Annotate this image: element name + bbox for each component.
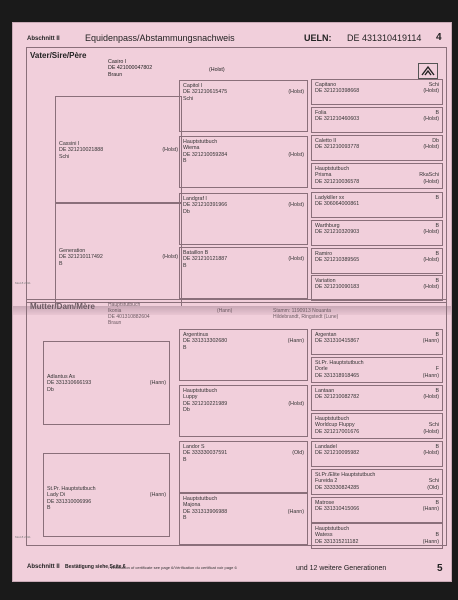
studbook-tag: (Holst) [423,450,439,457]
sire-section-title: Vater/Sire/Père [30,51,87,60]
studbook-tag: (Holst) [423,178,439,185]
horse-detail: DE 321210221989 [183,400,228,407]
horse-detail: DE 333330037591 [183,450,228,457]
horse-detail: DE 321210095982 [315,450,360,457]
horse-name: Capitano [315,82,337,88]
horse-name: Ramiro [315,251,333,257]
pedigree-entry [311,497,443,523]
studbook-tag: (Holst) [288,400,304,407]
horse-name: Adlantus As [47,374,75,380]
horse-detail: DE 331310006996 [47,498,92,505]
footer-verification: / Verification of certificate see page 6/Vérification du certificat voir page 6 [108,565,237,570]
horse-name: Hauptstutbuch [315,526,350,532]
studbook-tag: (Holst) [423,116,439,123]
color-tag: B [435,532,439,539]
studbook-tag: (Holst) [288,256,304,263]
horse-detail: DE 331310666193 [47,380,92,387]
studbook-tag: (Holst) [288,202,304,209]
pedigree-entry [311,329,443,355]
horse-detail: Majona [183,502,201,509]
horse-detail: B [59,260,63,267]
studbook-tag: (Holst) [423,229,439,236]
horse-name: Warthburg [315,223,340,229]
color-tag: RkaSchi [419,172,439,179]
horse-detail: Schi [59,153,70,160]
pedigree-entry [179,193,308,245]
horse-detail: B [183,158,187,165]
pedigree-entry [311,385,443,411]
pedigree-entry [311,107,443,133]
horse-name: Generation [59,248,86,254]
color-tag: B [435,195,439,201]
color-tag: B [435,500,439,506]
pedigree-entry [179,385,308,437]
pedigree-entry [311,79,443,105]
studbook-tag: (Holst) [423,88,439,95]
horse-name: St.Pr. Hauptstutbuch [47,486,96,492]
color-tag: B [435,278,439,284]
horse-name: Landadel [315,444,337,450]
color-tag: F [435,366,439,373]
horse-detail: DE 331318918465 [315,372,360,379]
horse-name: Landgraf I [183,196,207,202]
studbook-tag: (Hann) [422,338,439,345]
horse-detail: Db [47,386,54,393]
horse-detail: DE 321210121887 [183,256,228,263]
studbook-tag: (Holst) [423,428,439,435]
horse-name: Hauptstutbuch [183,139,218,145]
horse-detail: Wiema [183,145,200,152]
pedigree-entry [311,413,443,439]
horse-name: Variation [315,278,336,284]
horse-detail: DE 306064000861 [315,201,360,208]
pedigree-entry [311,357,443,383]
horse-detail: Worldcup Fluppy [315,422,355,429]
horse-detail: Prisma [315,172,332,179]
horse-name: Capitol I [183,83,203,89]
pedigree-entry [311,469,443,495]
horse-detail: Fureida 2 [315,478,338,485]
pedigree-entry [179,247,308,299]
horse-detail: DE 321210460603 [315,116,360,123]
horse-detail: DE 321210036578 [315,178,360,185]
pedigree-entry [179,329,308,381]
header-title: Equidenpass/Abstammungsnachweis [85,33,235,43]
horse-detail: DE 331310415867 [315,338,360,345]
studbook-tag: (Holst) [423,144,439,151]
footer-section: Abschnitt II [27,564,60,570]
color-tag: B [435,444,439,450]
horse-name: Hauptstutbuch [183,496,218,502]
holsteiner-brand-icon [418,63,438,79]
pedigree-page [12,22,452,582]
dam-top-owner: Stamm: 1190913 Nouanta Hildebrandt, Ringstedt (Lune) [273,308,339,320]
pedigree-entry [179,136,308,188]
color-tag: B [435,110,439,116]
header-page-number: 4 [436,32,442,43]
studbook-tag: (Hann) [287,508,304,515]
studbook-tag: (Holst) [288,151,304,158]
pedigree-entry [179,80,308,132]
pedigree-entry [179,441,308,493]
horse-name: Hauptstutbuch [315,166,350,172]
horse-detail: DE 333330824285 [315,484,360,491]
studbook-tag: (Old) [292,450,304,457]
horse-detail: Watess [315,532,333,539]
horse-detail: Db [183,407,190,414]
horse-detail: DE 321210093778 [315,144,360,151]
horse-detail: B [183,456,187,463]
horse-detail: B [183,515,187,522]
horse-detail: DE 321210059284 [183,151,228,158]
sire-top-entry: Casiro I DE 421000047802 Braun [108,59,153,78]
studbook-tag: (Old) [427,484,439,491]
pedigree-entry [179,493,308,545]
horse-detail: B [47,505,51,512]
dam-section-title: Mutter/Dam/Mère [30,302,95,311]
studbook-tag: (Hann) [422,538,439,545]
horse-name: Argentinus [183,332,209,338]
horse-detail: DE 321210391966 [183,202,228,209]
horse-name: Hauptstutbuch [183,388,218,394]
horse-detail: DE 321210021888 [59,147,104,154]
horse-detail: Lady Di [47,492,65,499]
horse-detail: Dorle [315,366,328,373]
pedigree-entry [311,248,443,274]
pedigree-entry [43,341,170,425]
color-tag: Db [432,138,439,144]
pedigree-entry [311,163,443,189]
horse-detail: DE 331310415066 [315,506,360,513]
studbook-tag: (Hann) [422,372,439,379]
pedigree-entry [311,220,443,246]
side-code: Mod.8 2011 [15,281,31,285]
color-tag: B [435,251,439,257]
header-ueln-label: UELN: [304,33,332,43]
color-tag: Schi [428,82,439,88]
color-tag: B [435,388,439,394]
horse-detail: Luppy [183,394,198,401]
footer-more-generations: und 12 weitere Generationen [296,565,387,572]
studbook-tag: (Holst) [423,394,439,401]
horse-detail: DE 321210389565 [315,257,360,264]
studbook-tag: (Holst) [423,284,439,291]
horse-detail: DE 331313302680 [183,338,228,345]
studbook-tag: (Holst) [423,257,439,264]
studbook-tag: (Holst) [162,254,178,260]
horse-detail: B [183,262,187,269]
horse-detail: DE 321210117492 [59,254,103,261]
pedigree-entry [311,135,443,161]
pedigree-entry [311,192,443,218]
horse-name: St.Pr. Hauptstutbuch [315,360,364,366]
horse-detail: DE 331315211182 [315,538,359,545]
color-tag: Schi [428,478,439,485]
color-tag: Schi [428,422,439,429]
studbook-tag: (Holst) [162,147,178,153]
pedigree-entry [43,453,170,537]
footer-page-number: 5 [437,563,443,574]
studbook-tag: (Hann) [422,506,439,513]
studbook-tag: (Hann) [149,492,166,498]
horse-name: Lantaan [315,388,335,394]
horse-detail: DE 321210398668 [315,88,360,95]
horse-detail: DE 321217001676 [315,428,360,435]
pedigree-entry [311,523,443,549]
dam-top-entry: Hauptstutbuch Ikonia DE 401310882604 Braun [108,302,150,326]
studbook-tag: (Holst) [288,89,304,96]
horse-name: Argentan [315,332,337,338]
horse-name: Matrose [315,500,335,506]
horse-detail: Db [183,208,190,215]
horse-name: Folia [315,110,327,116]
pedigree-entry [311,275,443,301]
studbook-tag: (Hann) [149,380,166,386]
side-code: Mod.8 2011 [15,535,31,539]
pedigree-entry [55,96,182,203]
horse-detail: DE 321210615475 [183,89,228,96]
horse-name: Ladykiller xx [315,195,345,201]
horse-detail: Schi [183,95,194,102]
horse-name: Hauptstutbuch [315,416,350,422]
horse-name: Bataillon B [183,250,209,256]
horse-detail: B [183,344,187,351]
horse-detail: DE 321210082782 [315,394,360,401]
horse-name: Cassini I [59,141,80,147]
sire-top-studbook: (Holst) [209,67,225,73]
horse-name: Caletto II [315,138,337,144]
color-tag: B [435,223,439,229]
header-ueln: DE 431310419114 [347,33,422,43]
color-tag: B [435,332,439,338]
horse-name: Landor S [183,444,205,450]
horse-detail: DE 321210090183 [315,284,360,291]
horse-detail: DE 321210320903 [315,229,360,236]
studbook-tag: (Hann) [287,338,304,345]
dam-top-studbook: (Hann) [217,308,233,314]
header-section: Abschnitt II [27,36,60,42]
horse-name: St.Pr./Elite Hauptstutbuch [315,472,376,478]
horse-detail: DE 331313906988 [183,508,228,515]
footer-confirm: Bestätigung siehe Seite 6 [65,564,126,570]
pedigree-entry [311,441,443,467]
pedigree-entry [55,203,182,310]
